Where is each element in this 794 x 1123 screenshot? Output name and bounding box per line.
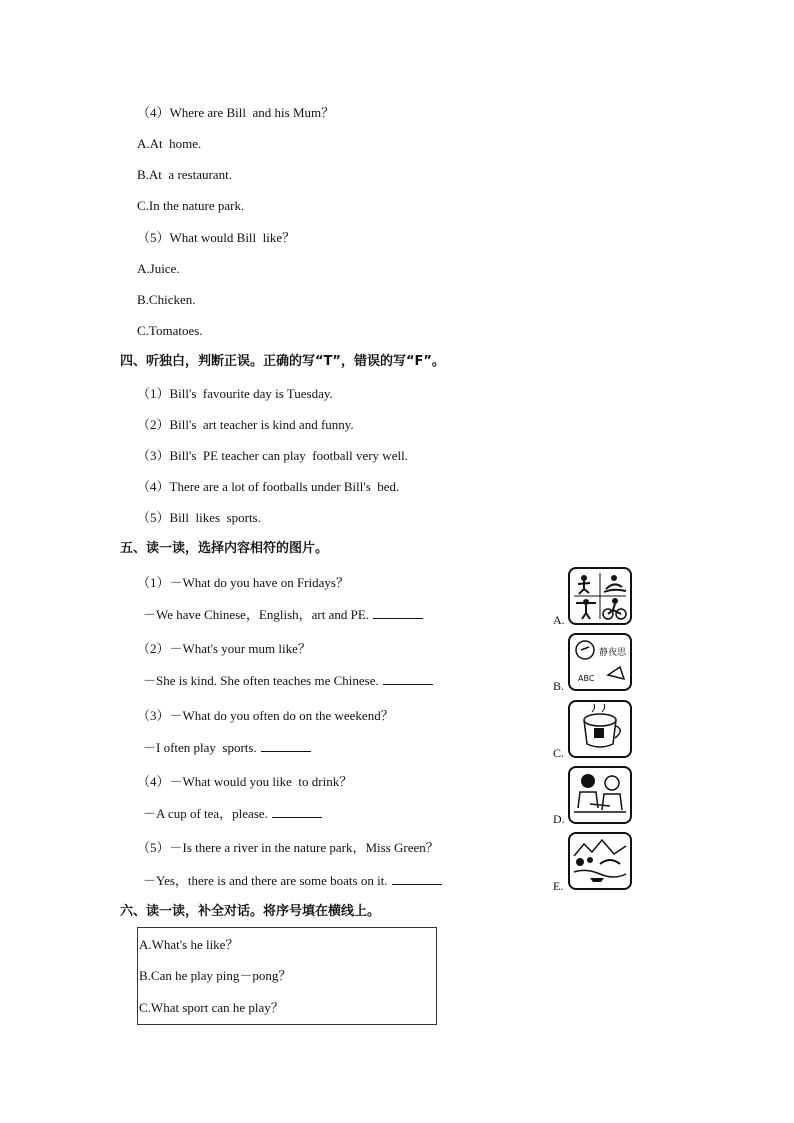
tf-item: （4）There are a lot of footballs under Bill's bed.: [137, 479, 400, 494]
people-picture: [568, 766, 632, 824]
match-question-3: （3）－What do you often do on the weekend？: [137, 708, 394, 723]
match-answer-3: －I often play sports.: [143, 739, 311, 756]
tf-item: （2）Bill's art teacher is kind and funny.: [137, 417, 354, 432]
match-answer-5: －Yes，there is and there are some boats on it.: [143, 872, 442, 889]
answer-blank[interactable]: [383, 672, 433, 685]
section-6-heading: 六、读一读，补全对话。将序号填在横线上。: [120, 904, 381, 919]
match-answer-2: －She is kind. She often teaches me Chinese.: [143, 672, 433, 689]
option-c: C.What sport can he play？: [139, 1000, 284, 1015]
option-4c: C.In the nature park.: [137, 198, 245, 213]
tea-picture: [568, 700, 632, 758]
pic-b-letter: B.: [553, 679, 565, 693]
option-4a: A.At home.: [137, 136, 202, 151]
match-question-1: （1）－What do you have on Fridays？: [137, 575, 349, 590]
tf-item: （5）Bill likes sports.: [137, 510, 261, 525]
nature-park-picture: [568, 832, 632, 890]
answer-blank[interactable]: [373, 606, 423, 619]
match-question-4: （4）－What would you like to drink？: [137, 774, 353, 789]
match-question-2: （2）－What's your mum like？: [137, 641, 311, 656]
answer-blank[interactable]: [392, 872, 442, 885]
option-4b: B.At a restaurant.: [137, 167, 232, 182]
chinese-lesson-picture: [568, 633, 632, 691]
pic-b-chinese: 静夜思: [599, 648, 627, 658]
tf-item: （3）Bill's PE teacher can play football very well.: [137, 448, 408, 463]
pic-b-abc: ABC: [578, 674, 595, 683]
match-question-5: （5）－Is there a river in the nature park，Miss Green？: [137, 840, 439, 855]
sports-picture: [568, 567, 632, 625]
pic-a-letter: A.: [553, 613, 565, 627]
option-a: A.What's he like？: [139, 937, 239, 952]
option-b: B.Can he play ping－pong？: [139, 968, 292, 983]
match-answer-4: －A cup of tea，please.: [143, 805, 322, 822]
question-4: （4）Where are Bill and his Mum？: [137, 105, 335, 120]
tf-item: （1）Bill's favourite day is Tuesday.: [137, 386, 333, 401]
pic-e-letter: E.: [553, 879, 564, 893]
section-4-heading: 四、听独白，判断正误。正确的写“T”，错误的写“F”。: [120, 354, 445, 369]
option-5c: C.Tomatoes.: [137, 323, 203, 338]
pic-c-letter: C.: [553, 746, 565, 760]
section-5-heading: 五、读一读，选择内容相符的图片。: [120, 541, 329, 556]
answer-blank[interactable]: [272, 805, 322, 818]
question-5: （5）What would Bill like？: [137, 230, 296, 245]
answer-blank[interactable]: [261, 739, 311, 752]
pic-d-letter: D.: [553, 812, 565, 826]
option-5b: B.Chicken.: [137, 292, 196, 307]
option-5a: A.Juice.: [137, 261, 180, 276]
match-answer-1: －We have Chinese，English，art and PE.: [143, 606, 423, 623]
